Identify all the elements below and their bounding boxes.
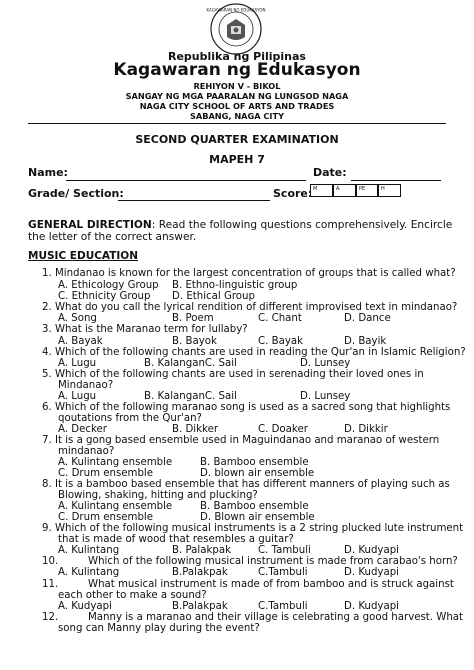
q10-choice-b[interactable]: B.Palakpak	[172, 567, 228, 578]
q5-choice-b-c[interactable]: B. KalanganC. Sail	[144, 391, 237, 402]
question-12: Manny is a maranao and their village is celebrating a good harvest. What	[88, 612, 464, 623]
q4-choice-a[interactable]: A. Lugu	[58, 358, 97, 369]
q1-choice-b[interactable]: B. Ethno-linguistic group	[172, 280, 298, 291]
exam-subject: MAPEH 7	[209, 153, 265, 166]
region-line: REHIYON V - BIKOL	[193, 81, 281, 91]
department-title: Kagawaran ng Edukasyon	[113, 60, 361, 80]
q1-choice-c[interactable]: C. Ethnicity Group	[58, 291, 151, 302]
question-8-cont: Blowing, shaking, hitting and plucking?	[58, 490, 258, 501]
q6-choice-a[interactable]: A. Decker	[58, 424, 107, 435]
q10-choice-c[interactable]: C.Tambuli	[258, 567, 308, 578]
grade-section-field[interactable]	[118, 200, 270, 201]
question-12-cont: song can Manny play during the event?	[58, 623, 260, 634]
question-2: 2. What do you call the lyrical rendition of different improvised text in mindanao?	[42, 302, 458, 313]
question-5-cont: Mindanao?	[58, 380, 114, 391]
question-9: 9. Which of the following musical instruments is a 2 string plucked lute instrument	[42, 523, 464, 534]
q9-choice-d[interactable]: D. Kudyapi	[344, 545, 399, 556]
question-1: 1. Mindanao is known for the largest concentration of groups that is called what?	[42, 268, 456, 279]
address-line: SABANG, NAGA CITY	[189, 111, 284, 121]
school-line: NAGA CITY SCHOOL OF ARTS AND TRADES	[139, 101, 335, 111]
q8-choice-b[interactable]: B. Bamboo ensemble	[200, 501, 309, 512]
q2-choice-b[interactable]: B. Poem	[172, 313, 214, 324]
q6-choice-c[interactable]: C. Doaker	[258, 424, 308, 435]
q8-choice-c[interactable]: C. Drum ensemble	[58, 512, 154, 523]
q11-choice-a[interactable]: A. Kudyapi	[58, 601, 112, 612]
score-box-music[interactable]: M	[310, 184, 333, 197]
q11-choice-b[interactable]: B.Palakpak	[172, 601, 228, 612]
q11-choice-d[interactable]: D. Kudyapi	[344, 601, 399, 612]
question-3: 3. What is the Maranao term for lullaby?	[42, 324, 248, 335]
exam-title: SECOND QUARTER EXAMINATION	[135, 133, 339, 146]
question-7-cont: mindanao?	[58, 446, 115, 457]
deped-seal-logo	[206, 3, 266, 55]
q2-choice-a[interactable]: A. Song	[58, 313, 97, 324]
question-8: 8. It is a bamboo based ensemble that has different manners of playing such as	[42, 479, 450, 490]
section-heading: MUSIC EDUCATION	[28, 250, 139, 262]
q6-choice-b[interactable]: B. Dikker	[172, 424, 219, 435]
q3-choice-b[interactable]: B. Bayok	[172, 336, 217, 347]
q3-choice-a[interactable]: A. Bayak	[58, 336, 103, 347]
q9-choice-c[interactable]: C. Tambuli	[258, 545, 311, 556]
q3-choice-c[interactable]: C. Bayak	[258, 336, 303, 347]
q7-choice-a[interactable]: A. Kulintang ensemble	[58, 457, 173, 468]
q4-choice-d[interactable]: D. Lunsey	[300, 358, 351, 369]
q10-choice-a[interactable]: A. Kulintang	[58, 567, 120, 578]
question-6: 6. Which of the following maranao song is used as a sacred song that highlights	[42, 402, 451, 413]
question-10: Which of the following musical instrument is made from carabao's horn?	[88, 556, 458, 567]
q7-choice-d[interactable]: D. blown air ensemble	[200, 468, 315, 479]
question-11-number: 11.	[42, 579, 59, 590]
score-box-health[interactable]: H	[378, 184, 401, 197]
score-box-arts[interactable]: A	[333, 184, 356, 197]
q8-choice-d[interactable]: D. Blown air ensemble	[200, 512, 315, 523]
q5-choice-d[interactable]: D. Lunsey	[300, 391, 351, 402]
q1-choice-a[interactable]: A. Ethicology Group	[58, 280, 159, 291]
score-box-pe[interactable]: PE	[356, 184, 378, 197]
q1-choice-d[interactable]: D. Ethical Group	[172, 291, 255, 302]
q4-choice-b-c[interactable]: B. KalanganC. Sail	[144, 358, 237, 369]
score-label: Score:	[273, 187, 313, 200]
date-field[interactable]	[351, 180, 441, 181]
question-4: 4. Which of the following chants are used in reading the Qur'an in Islamic Religion?	[42, 347, 466, 358]
division-line: SANGAY NG MGA PAARALAN NG LUNGSOD NAGA	[125, 91, 349, 101]
general-direction	[28, 219, 453, 243]
q5-choice-a[interactable]: A. Lugu	[58, 391, 97, 402]
question-11: What musical instrument is made of from bamboo and is struck against	[88, 579, 454, 590]
q9-choice-a[interactable]: A. Kulintang	[58, 545, 120, 556]
header-divider	[28, 123, 446, 124]
q11-choice-c[interactable]: C.Tambuli	[258, 601, 308, 612]
question-12-number: 12.	[42, 612, 59, 623]
seal-text: KAGAWARAN NG EDUKASYON	[206, 7, 266, 13]
q3-choice-d[interactable]: D. Bayik	[344, 336, 387, 347]
general-direction-label: GENERAL DIRECTION	[28, 219, 152, 231]
date-label: Date:	[313, 166, 347, 179]
name-field[interactable]	[66, 180, 306, 181]
q9-choice-b[interactable]: B. Palakpak	[172, 545, 231, 556]
grade-section-label: Grade/ Section:	[28, 187, 124, 200]
q8-choice-a[interactable]: A. Kulintang ensemble	[58, 501, 173, 512]
question-11-cont: each other to make a sound?	[58, 590, 207, 601]
republic-label: Republika ng Pilipinas	[168, 50, 306, 63]
q2-choice-c[interactable]: C. Chant	[258, 313, 302, 324]
general-direction-text: : Read the following questions comprehensively. Encircle the letter of the correct answer.	[28, 219, 453, 243]
q6-choice-d[interactable]: D. Dikkir	[344, 424, 388, 435]
name-label: Name:	[28, 166, 68, 179]
q7-choice-b[interactable]: B. Bamboo ensemble	[200, 457, 309, 468]
q7-choice-c[interactable]: C. Drum ensemble	[58, 468, 154, 479]
q10-choice-d[interactable]: D. Kudyapi	[344, 567, 399, 578]
question-6-cont: qoutations from the Qur'an?	[58, 413, 202, 424]
question-5: 5. Which of the following chants are used in serenading their loved ones in	[42, 369, 424, 380]
q2-choice-d[interactable]: D. Dance	[344, 313, 391, 324]
question-10-number: 10.	[42, 556, 59, 567]
question-9-cont: that is made of wood that resembles a guitar?	[58, 534, 294, 545]
question-7: 7. It is a gong based ensemble used in Maguindanao and maranao of western	[42, 435, 440, 446]
